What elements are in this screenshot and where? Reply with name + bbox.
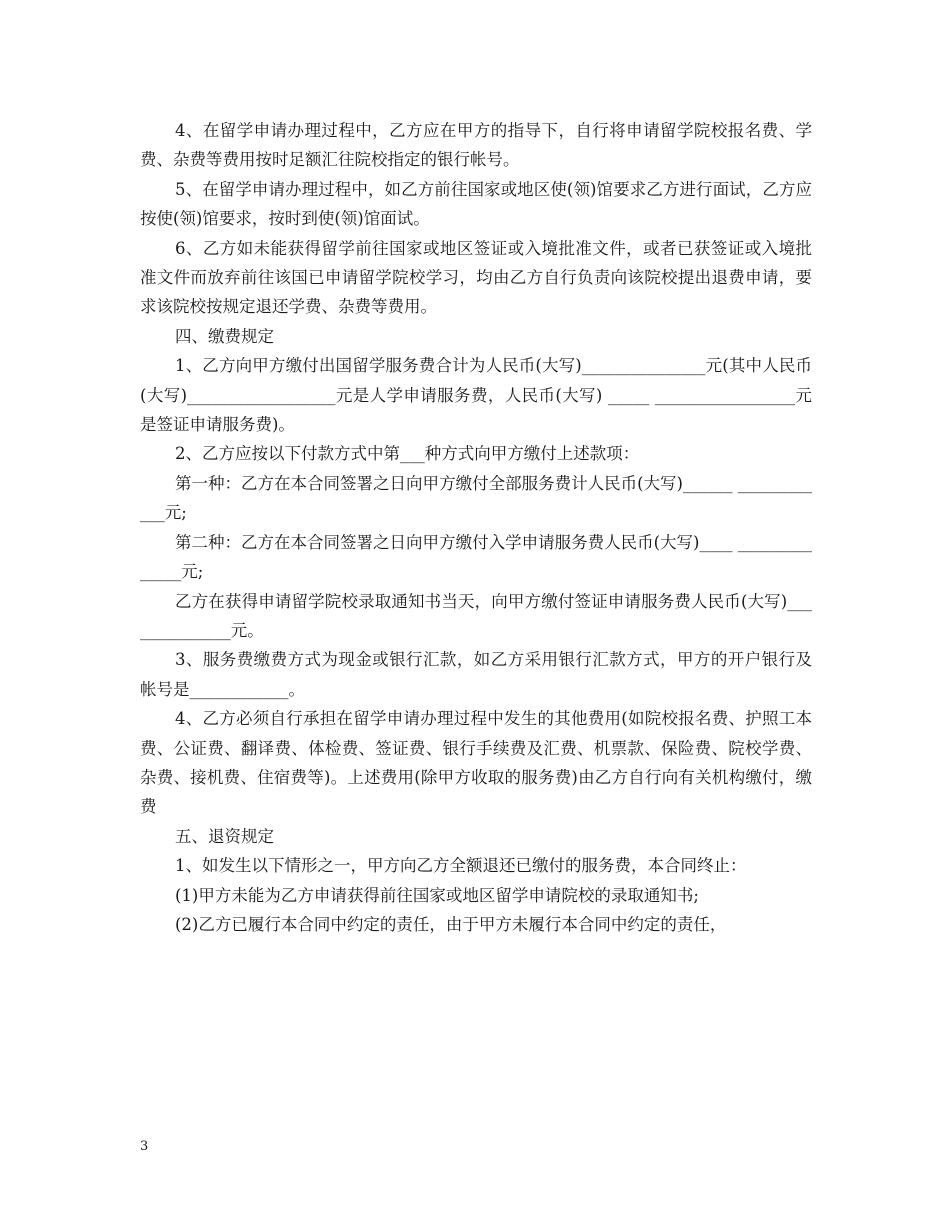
paragraph-payment-4: 4、乙方必须自行承担在留学申请办理过程中发生的其他费用(如院校报名费、护照工本费、公证费、翻译费、体检费、签证费、银行手续费及汇费、机票款、保险费、院校学费、杂费、接机费、住宿费等)。上述费用(除甲方收取的服务费)由乙方自行向有关机构缴付，缴费 (140, 709, 812, 817)
paragraph-visa-fee: 乙方在获得申请留学院校录取通知书当天，向甲方缴付签证申请服务费人民币(大写)______________元。 (140, 591, 812, 640)
paragraph-clause-5: 5、在留学申请办理过程中，如乙方前往国家或地区使(领)馆要求乙方进行面试，乙方应按使(领)馆要求，按时到使(领)馆面试。 (140, 179, 812, 229)
section-heading-payment: 四、缴费规定 (175, 326, 274, 346)
paragraph-clause-6: 6、乙方如未能获得留学前往国家或地区签证或入境批准文件，或者已获签证或入境批准文件而放弃前往该国已申请留学院校学习，均由乙方自行负责向该院校提出退费申请，要求该院校按规定退还学费、杂费等费用。 (140, 238, 812, 317)
paragraph-clause-4: 4、在留学申请办理过程中，乙方应在甲方的指导下，自行将申请留学院校报名费、学费、杂费等费用按时足额汇往院校指定的银行帐号。 (140, 121, 812, 170)
paragraph-refund-item-1: (1)甲方未能为乙方申请获得前往国家或地区留学申请院校的录取通知书; (175, 885, 699, 905)
paragraph-payment-option-2: 第二种：乙方在本合同签署之日向甲方缴付入学申请服务费人民币(大写)____ ______________元; (140, 532, 812, 582)
paragraph-refund-item-2: (2)乙方已履行本合同中约定的责任，由于甲方未履行本合同中约定的责任， (175, 914, 727, 934)
paragraph-payment-3: 3、服务费缴费方式为现金或银行汇款，如乙方采用银行汇款方式，甲方的开户银行及帐号是____________。 (140, 650, 812, 699)
paragraph-refund-1: 1、如发生以下情形之一，甲方向乙方全额退还已缴付的服务费，本合同终止： (175, 856, 747, 876)
page-number: 3 (140, 1139, 149, 1154)
document-body (140, 116, 812, 939)
paragraph-payment-2: 2、乙方应按以下付款方式中第___种方式向甲方缴付上述款项： (175, 444, 640, 464)
paragraph-payment-option-1: 第一种：乙方在本合同签署之日向甲方缴付全部服务费计人民币(大写)______ ____________元; (140, 473, 812, 523)
section-heading-refund: 五、退资规定 (175, 826, 274, 846)
paragraph-payment-1: 1、乙方向甲方缴付出国留学服务费合计为人民币(大写)_______________元(其中人民币(大写)__________________元是人学申请服务费，人民币(大写) _____ _________________元是签证申请服务费)。 (140, 356, 812, 435)
